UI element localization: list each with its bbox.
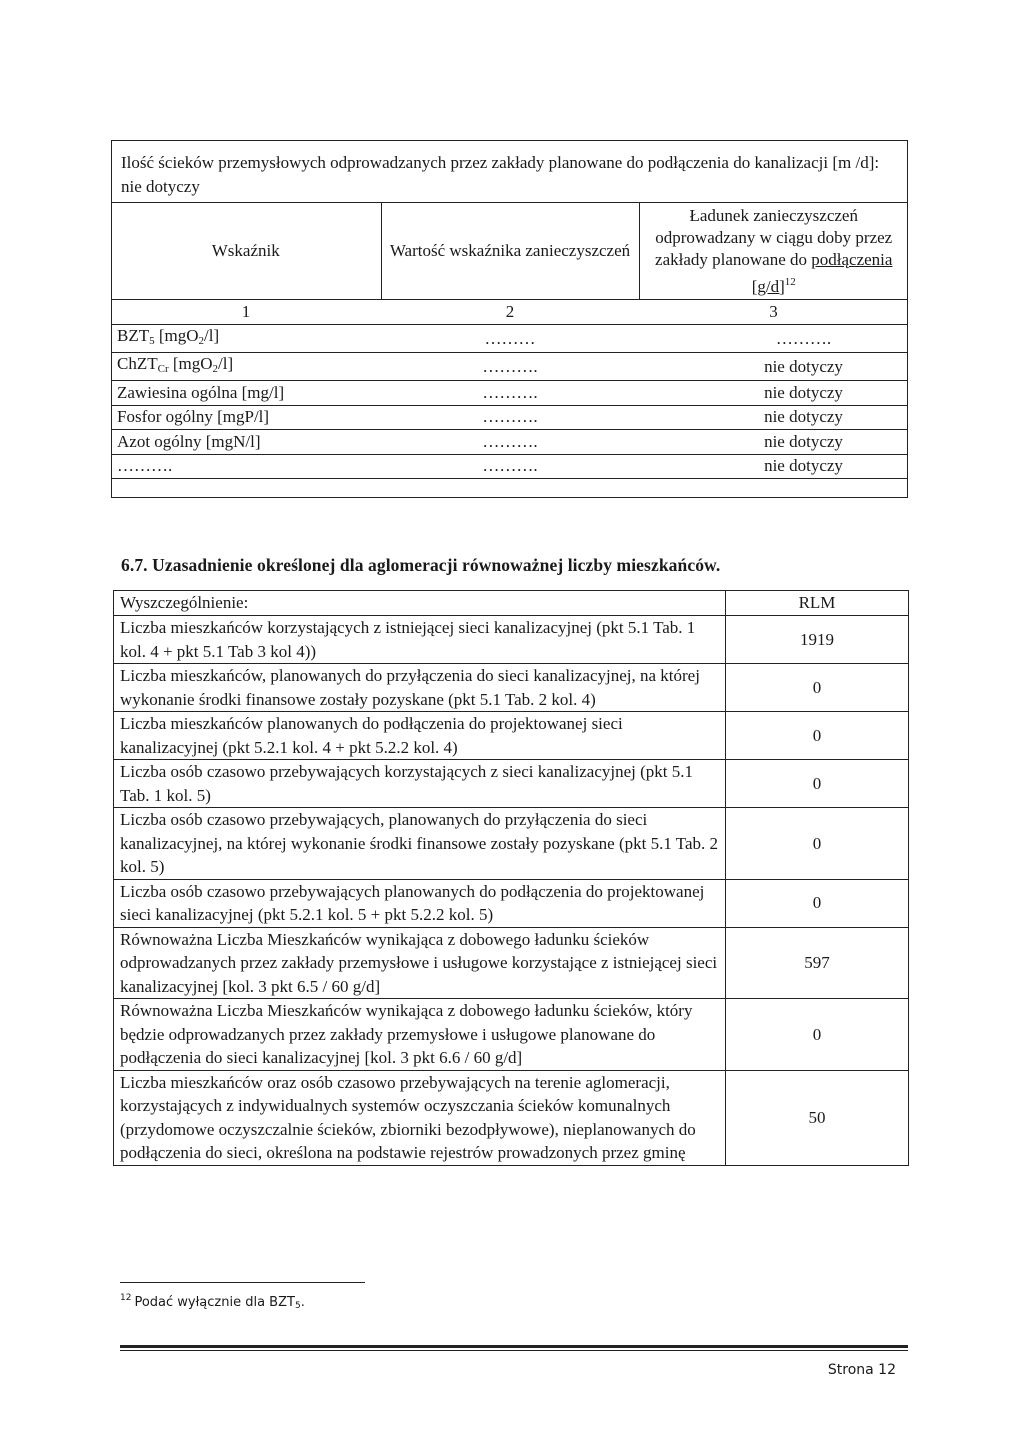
table-row xyxy=(111,381,908,406)
indicator-name: Fosfor ogólny [mgP/l] xyxy=(111,405,381,430)
indicator-value: ………. xyxy=(381,353,639,381)
page-number: Strona 12 xyxy=(827,1362,896,1378)
header-description: Wyszczególnienie: xyxy=(114,591,726,616)
row-value: 0 xyxy=(726,664,909,712)
indicator-value: ……… xyxy=(381,325,639,353)
indicator-name: Azot ogólny [mgN/l] xyxy=(111,430,381,455)
rlm-table-header xyxy=(114,591,909,616)
footer-divider-thin xyxy=(120,1350,908,1351)
table-row xyxy=(114,927,909,999)
table-row xyxy=(114,999,909,1071)
section-heading: 6.7. Uzasadnienie określonej dla aglomeracji równoważnej liczby mieszkańców. xyxy=(121,555,721,575)
table-row xyxy=(114,808,909,880)
column-number-row xyxy=(111,300,908,325)
indicator-load: ………. xyxy=(639,325,908,353)
row-label: Liczba mieszkańców planowanych do podłączenia do projektowanej sieci kanalizacyjnej (pkt 5.2.1 kol. 4 + pkt 5.2.2 kol. 4) xyxy=(114,712,726,760)
table-row xyxy=(111,430,908,455)
row-label: Liczba mieszkańców oraz osób czasowo przebywających na terenie aglomeracji, korzystających z indywidualnych systemów oczyszczania ścieków komunalnych (przydomowe oczyszczalnie ścieków, zbiorniki bezodpływowe), nieplanowanych do podłączenia do sieci, określona na podstawie rejestrów prowadzonych przez gminę xyxy=(114,1070,726,1165)
row-value: 597 xyxy=(726,927,909,999)
column-number: 3 xyxy=(639,300,908,325)
column-number: 2 xyxy=(381,300,639,325)
table-row xyxy=(114,879,909,927)
column-number: 1 xyxy=(111,300,381,325)
indicator-value: ………. xyxy=(381,454,639,479)
row-label: Liczba mieszkańców korzystających z istniejącej sieci kanalizacyjnej (pkt 5.1 Tab. 1 kol. 4 + pkt 5.1 Tab 3 kol 4)) xyxy=(114,616,726,664)
row-value: 0 xyxy=(726,879,909,927)
row-value: 0 xyxy=(726,808,909,880)
row-label: Równoważna Liczba Mieszkańców wynikająca z dobowego ładunku ścieków odprowadzanych przez zakłady przemysłowe i usługowe korzystające z istniejącej sieci kanalizacyjnej [kol. 3 pkt 6.5 / 60 g/d] xyxy=(114,927,726,999)
table-row xyxy=(111,405,908,430)
indicator-load: nie dotyczy xyxy=(639,353,908,381)
footer-divider xyxy=(120,1345,908,1348)
footnote: $^{12}$ Podać wyłącznie dla $BZT_5$. xyxy=(120,1293,305,1311)
row-label: Liczba mieszkańców, planowanych do przyłączenia do sieci kanalizacyjnej, na której wykonanie środki finansowe zostały pozyskane (pkt 5.1 Tab. 2 kol. 4) xyxy=(114,664,726,712)
header-rlm: RLM xyxy=(726,591,909,616)
indicator-value: ………. xyxy=(381,381,639,406)
row-label: Liczba osób czasowo przebywających, planowanych do przyłączenia do sieci kanalizacyjnej, na której wykonanie środki finansowe zostały pozyskane (pkt 5.1 Tab. 2 kol. 5) xyxy=(114,808,726,880)
indicator-load: nie dotyczy xyxy=(639,381,908,406)
indicator-value: ………. xyxy=(381,430,639,455)
indicator-name: ………. xyxy=(111,454,381,479)
indicator-name: $BZT_5$ [mgO$_2$/l] xyxy=(111,325,381,353)
header-daily-load: Ładunek zanieczyszczeń odprowadzany w ciągu doby przez zakłady planowane do podłączenia $[g/d]^{12}$ xyxy=(639,203,908,300)
row-label: Równoważna Liczba Mieszkańców wynikająca z dobowego ładunku ścieków, który będzie odprowadzanych przez zakłady przemysłowe i usługowe planowane do podłączenia do sieci kanalizacyjnej [kol. 3 pkt 6.6 / 60 g/d] xyxy=(114,999,726,1071)
table-row xyxy=(114,760,909,808)
row-value: 1919 xyxy=(726,616,909,664)
pollutant-table-header xyxy=(111,203,908,300)
table-row xyxy=(111,353,908,381)
header-indicator: Wskaźnik xyxy=(111,203,381,300)
indicator-load: nie dotyczy xyxy=(639,430,908,455)
table-row xyxy=(114,616,909,664)
row-value: 50 xyxy=(726,1070,909,1165)
footnote-divider xyxy=(120,1282,365,1283)
row-value: 0 xyxy=(726,760,909,808)
industrial-wastewater-intro: Ilość ścieków przemysłowych odprowadzanych przez zakłady planowane do podłączenia do kanalizacji [m /d]: nie dotyczy xyxy=(121,153,880,196)
pollutant-table xyxy=(111,202,908,479)
table-row xyxy=(114,712,909,760)
rlm-table xyxy=(113,590,909,1166)
table-row xyxy=(111,325,908,353)
row-label: Liczba osób czasowo przebywających planowanych do podłączenia do projektowanej sieci kanalizacyjnej (pkt 5.2.1 kol. 5 + pkt 5.2.2 kol. 5) xyxy=(114,879,726,927)
row-label: Liczba osób czasowo przebywających korzystających z sieci kanalizacyjnej (pkt 5.1 Tab. 1 kol. 5) xyxy=(114,760,726,808)
row-value: 0 xyxy=(726,712,909,760)
table-row xyxy=(114,1070,909,1165)
indicator-value: ………. xyxy=(381,405,639,430)
indicator-name: ChZT$_{Cr}$ [mgO$_2$/l] xyxy=(111,353,381,381)
indicator-load: nie dotyczy xyxy=(639,454,908,479)
indicator-load: nie dotyczy xyxy=(639,405,908,430)
table-row xyxy=(111,454,908,479)
footnote-ref: 12 xyxy=(784,275,796,288)
row-value: 0 xyxy=(726,999,909,1071)
header-indicator-value: Wartość wskaźnika zanieczyszczeń xyxy=(381,203,639,300)
indicator-name: Zawiesina ogólna [mg/l] xyxy=(111,381,381,406)
table-row xyxy=(114,664,909,712)
